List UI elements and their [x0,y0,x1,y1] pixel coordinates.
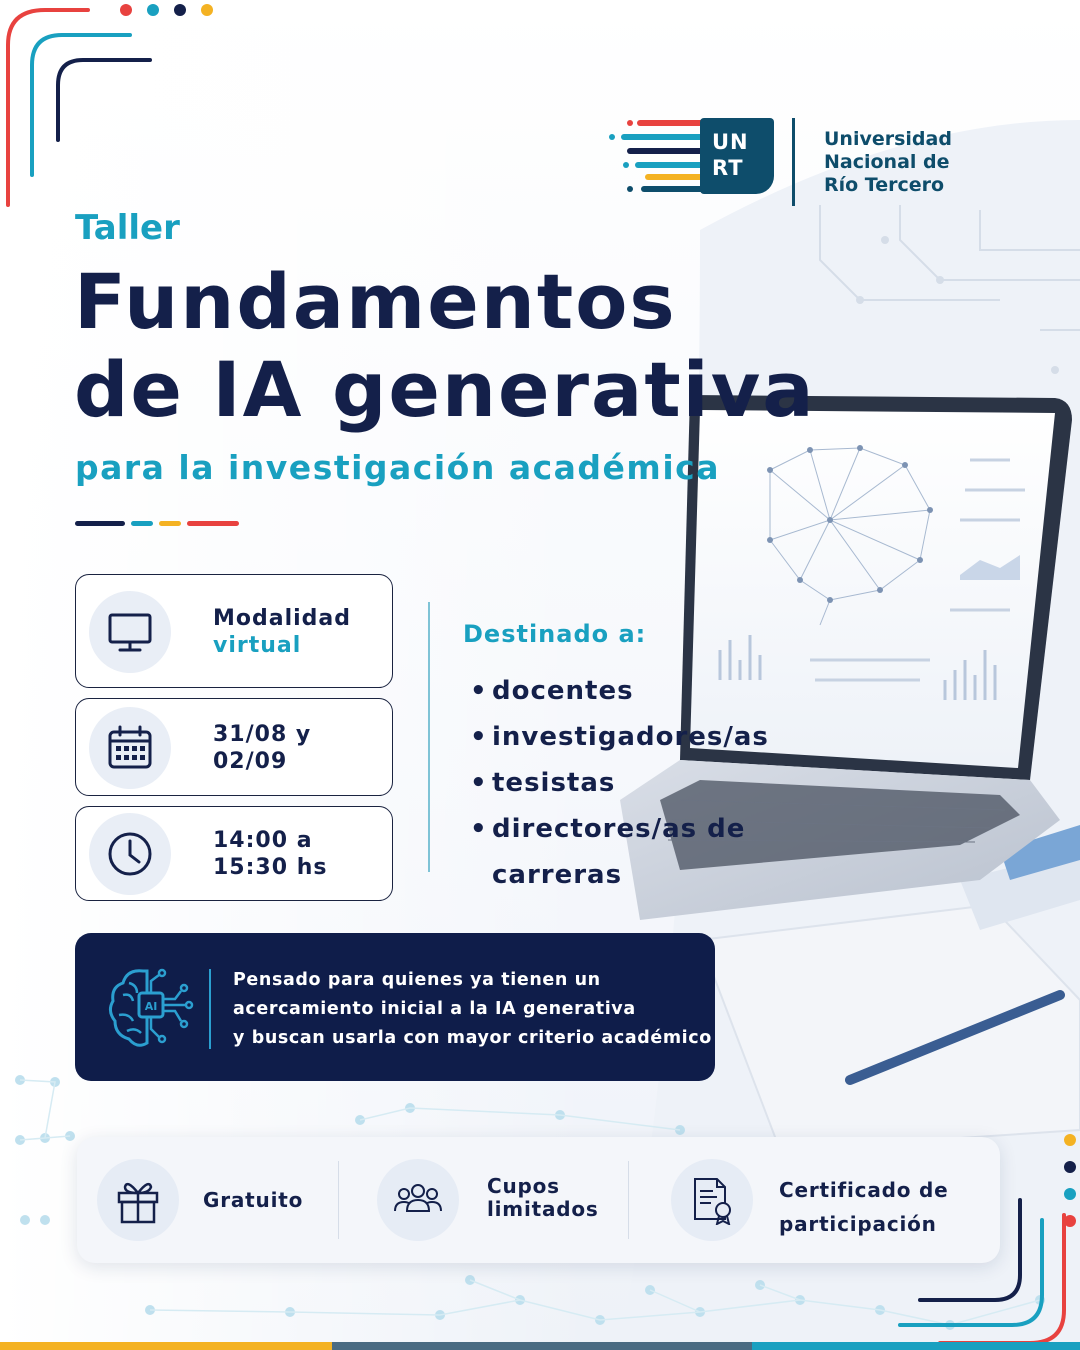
perk-certificate-line2: participación [779,1212,937,1236]
banner-separator [209,969,211,1049]
university-name-line3: Río Tercero [824,174,945,196]
certificate-icon [687,1175,737,1225]
date-line1: 31/08 y [213,722,312,747]
logo-lines-graphic [608,118,708,198]
date-line2: 02/09 [213,749,288,774]
title-line1: Fundamentos [74,257,677,346]
logo-mark-line2: RT [712,156,744,180]
perks-bar [77,1137,1000,1263]
time-text [213,827,327,881]
time-icon-circle [89,813,171,895]
ai-chip-label: AI [144,1000,158,1013]
university-logo [608,118,968,208]
university-name-line1: Universidad [824,128,952,150]
university-name-line2: Nacional de [824,151,950,173]
audience-list [470,668,769,898]
monitor-icon [106,608,154,656]
modality-text [213,605,351,659]
audience-divider [428,602,430,872]
ai-brain-icon [105,963,195,1053]
perk-certificate [779,1173,949,1241]
corner-decoration-top-left [0,0,230,220]
logo-separator [792,118,795,206]
gift-icon-circle [97,1159,179,1241]
modality-icon-circle [89,591,171,673]
gift-icon [113,1175,163,1225]
info-banner [75,933,715,1081]
date-card [75,698,393,796]
page-title [74,258,816,434]
certificate-icon-circle [671,1159,753,1241]
perk-certificate-line1: Certificado de [779,1178,949,1202]
audience-item: • investigadores/as [470,722,769,752]
calendar-icon [106,724,154,772]
banner-text [233,966,712,1053]
kicker: Taller [75,208,180,248]
audience-title: Destinado a: [463,620,647,648]
perk-seats [487,1175,599,1221]
perk-free: Gratuito [203,1188,304,1212]
bottom-color-bar [0,1342,1080,1350]
modality-value: virtual [213,633,302,658]
banner-line2: acercamiento inicial a la IA generativa [233,999,636,1019]
banner-line1: Pensado para quienes ya tienen un [233,970,601,990]
perk-seats-line2: limitados [487,1197,599,1221]
modality-card [75,574,393,688]
title-line2: de IA generativa [74,345,816,434]
audience-item: • tesistas [470,768,616,798]
subtitle: para la investigación académica [75,448,720,487]
date-icon-circle [89,707,171,789]
time-line2: 15:30 hs [213,855,328,880]
perk-seats-line1: Cupos [487,1174,560,1198]
people-icon [393,1175,443,1225]
university-name [824,128,952,197]
people-icon-circle [377,1159,459,1241]
time-line1: 14:00 a [213,828,313,853]
clock-icon [106,830,154,878]
perk-separator [338,1161,339,1239]
audience-item: • directores/as de [470,814,746,844]
audience-item-continuation: carreras [492,860,623,890]
date-text [213,721,311,775]
banner-line3: y buscan usarla con mayor criterio académico [233,1028,712,1048]
time-card [75,806,393,901]
logo-mark-line1: UN [712,130,749,154]
perk-separator [628,1161,629,1239]
audience-item: • docentes [470,676,634,706]
modality-label: Modalidad [213,606,352,631]
logo-mark [700,118,774,194]
